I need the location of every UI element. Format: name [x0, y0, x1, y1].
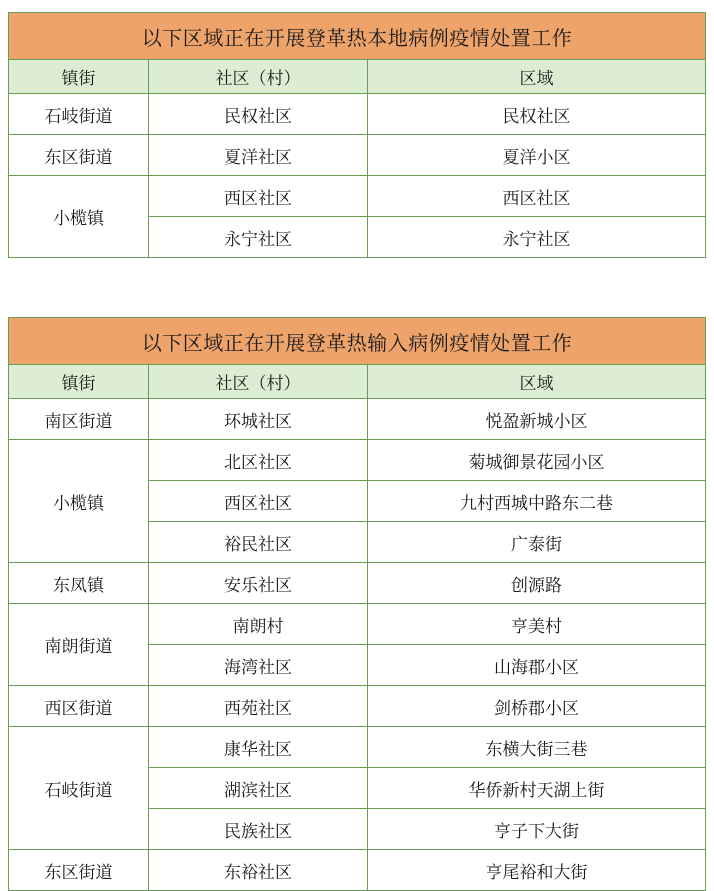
- table-row: [9, 135, 706, 176]
- cell-area: 菊城御景花园小区: [368, 440, 706, 481]
- table-row: [9, 563, 706, 604]
- cell-community: 康华社区: [149, 727, 368, 768]
- table-row: [9, 399, 706, 440]
- column-header-community: 社区（村）: [149, 60, 368, 94]
- cell-area: 亨尾裕和大街: [368, 850, 706, 891]
- cell-area: 西区社区: [368, 176, 706, 217]
- cell-community: 北区社区: [149, 440, 368, 481]
- column-header-community: 社区（村）: [149, 365, 368, 399]
- table-row: [9, 604, 706, 645]
- cell-town: 西区街道: [9, 686, 149, 727]
- table-title-row: [9, 13, 706, 60]
- cell-community: 东裕社区: [149, 850, 368, 891]
- cell-area: 广泰街: [368, 522, 706, 563]
- cell-area: 亨美村: [368, 604, 706, 645]
- local-cases-table: [8, 12, 706, 258]
- table-row: [9, 727, 706, 768]
- cell-area: 华侨新村天湖上街: [368, 768, 706, 809]
- imported-cases-table-body: [9, 318, 706, 891]
- cell-area: 民权社区: [368, 94, 706, 135]
- table-row: [9, 850, 706, 891]
- cell-town: 南区街道: [9, 399, 149, 440]
- cell-community: 西苑社区: [149, 686, 368, 727]
- cell-community: 裕民社区: [149, 522, 368, 563]
- column-header-area: 区域: [368, 365, 706, 399]
- cell-area: 剑桥郡小区: [368, 686, 706, 727]
- cell-town: 石岐街道: [9, 727, 149, 850]
- column-header-town: 镇街: [9, 60, 149, 94]
- imported-cases-table: [8, 317, 706, 891]
- local-cases-table-block: [8, 12, 706, 258]
- cell-area: 创源路: [368, 563, 706, 604]
- cell-community: 民权社区: [149, 94, 368, 135]
- cell-town: 石岐街道: [9, 94, 149, 135]
- cell-community: 南朗村: [149, 604, 368, 645]
- table-header-row: [9, 365, 706, 399]
- table-row: [9, 440, 706, 481]
- cell-area: 悦盈新城小区: [368, 399, 706, 440]
- cell-community: 民族社区: [149, 809, 368, 850]
- cell-area: 永宁社区: [368, 217, 706, 258]
- local-cases-table-body: [9, 13, 706, 258]
- cell-town: 南朗街道: [9, 604, 149, 686]
- cell-area: 九村西城中路东二巷: [368, 481, 706, 522]
- table-header-row: [9, 60, 706, 94]
- cell-community: 海湾社区: [149, 645, 368, 686]
- cell-community: 西区社区: [149, 176, 368, 217]
- cell-town: 东区街道: [9, 850, 149, 891]
- cell-town: 小榄镇: [9, 440, 149, 563]
- cell-town: 东区街道: [9, 135, 149, 176]
- imported-table-title: 以下区域正在开展登革热输入病例疫情处置工作: [9, 318, 706, 365]
- table-row: [9, 686, 706, 727]
- table-title-row: [9, 318, 706, 365]
- column-header-town: 镇街: [9, 365, 149, 399]
- cell-community: 西区社区: [149, 481, 368, 522]
- cell-community: 永宁社区: [149, 217, 368, 258]
- cell-community: 安乐社区: [149, 563, 368, 604]
- cell-community: 环城社区: [149, 399, 368, 440]
- column-header-area: 区域: [368, 60, 706, 94]
- cell-area: 亨子下大街: [368, 809, 706, 850]
- cell-area: 夏洋小区: [368, 135, 706, 176]
- local-table-title: 以下区域正在开展登革热本地病例疫情处置工作: [9, 13, 706, 60]
- cell-town: 东凤镇: [9, 563, 149, 604]
- cell-town: 小榄镇: [9, 176, 149, 258]
- cell-community: 湖滨社区: [149, 768, 368, 809]
- table-row: [9, 176, 706, 217]
- cell-area: 东横大街三巷: [368, 727, 706, 768]
- imported-cases-table-block: [8, 317, 706, 891]
- cell-area: 山海郡小区: [368, 645, 706, 686]
- table-row: [9, 94, 706, 135]
- cell-community: 夏洋社区: [149, 135, 368, 176]
